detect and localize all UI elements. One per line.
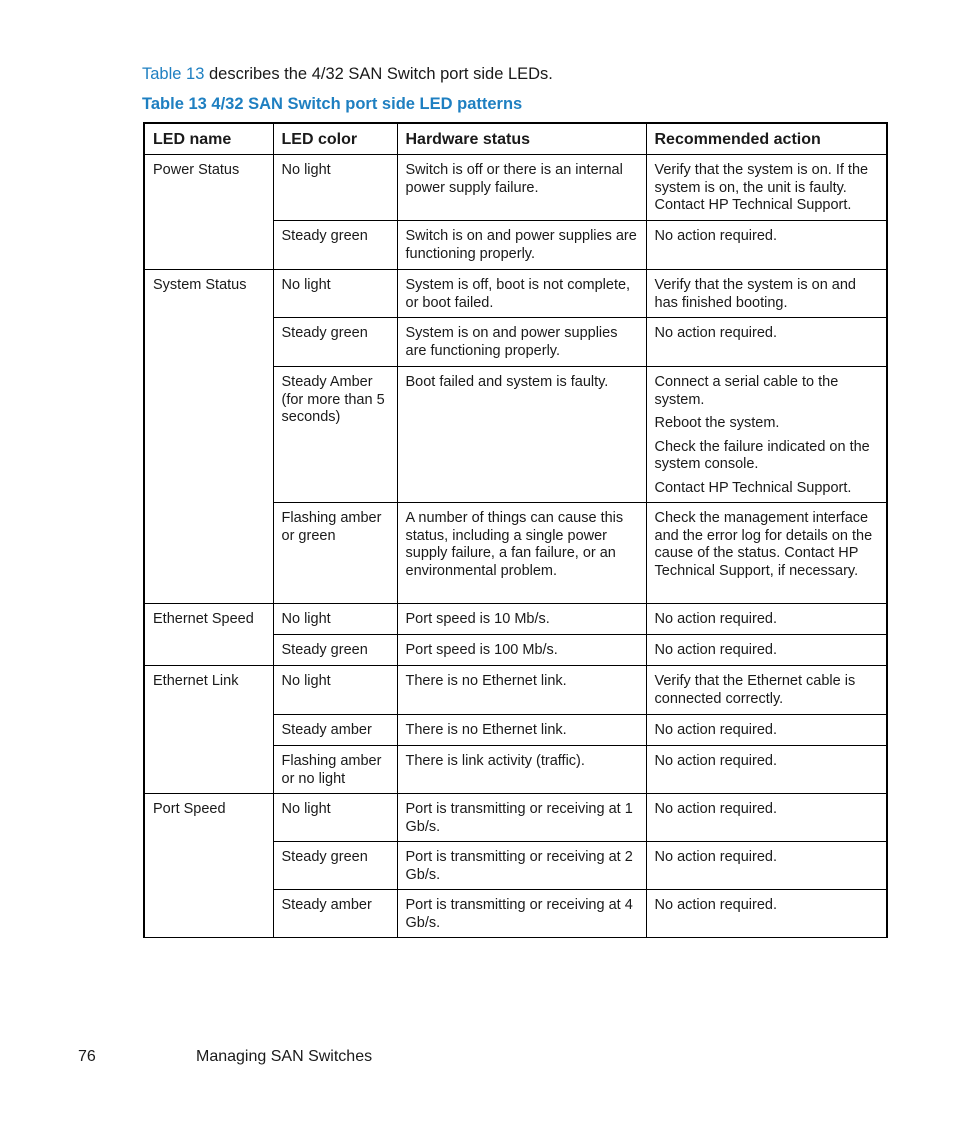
cell-led-color: No light bbox=[273, 666, 397, 715]
table-caption: Table 13 4/32 SAN Switch port side LED patterns bbox=[142, 95, 523, 113]
cell-led-color: Steady green bbox=[273, 221, 397, 270]
intro-paragraph bbox=[142, 63, 553, 85]
cell-led-color: Steady amber bbox=[273, 890, 397, 938]
action-step: No action required. bbox=[654, 722, 778, 738]
cell-hardware-status: There is no Ethernet link. bbox=[397, 666, 646, 715]
cell-recommended-action bbox=[646, 604, 887, 635]
table-row bbox=[144, 155, 887, 221]
cell-led-color: Steady green bbox=[273, 318, 397, 367]
header-led-color: LED color bbox=[273, 123, 397, 155]
cell-led-color: Steady green bbox=[273, 635, 397, 666]
action-step: Check the failure indicated on the system console. bbox=[654, 438, 870, 472]
table-row bbox=[144, 794, 887, 842]
cell-led-name: Ethernet Speed bbox=[144, 604, 273, 666]
cell-led-name: System Status bbox=[144, 270, 273, 604]
table-row bbox=[144, 270, 887, 318]
cell-hardware-status: System is on and power supplies are functioning properly. bbox=[397, 318, 646, 367]
cell-led-color: No light bbox=[273, 604, 397, 635]
cell-hardware-status: A number of things can cause this status, including a single power supply failure, a fan failure, or an environmental problem. bbox=[397, 503, 646, 604]
cell-led-name: Port Speed bbox=[144, 794, 273, 938]
table-row bbox=[144, 604, 887, 635]
cell-hardware-status: Switch is on and power supplies are functioning properly. bbox=[397, 221, 646, 270]
table-body bbox=[144, 155, 887, 938]
cell-led-color: Steady Amber (for more than 5 seconds) bbox=[273, 367, 397, 503]
header-led-name: LED name bbox=[144, 123, 273, 155]
action-step: No action required. bbox=[654, 325, 778, 341]
intro-text: describes the 4/32 SAN Switch port side LEDs. bbox=[204, 65, 553, 83]
cell-recommended-action bbox=[646, 715, 887, 746]
cell-led-color: Steady amber bbox=[273, 715, 397, 746]
footer-title: Managing SAN Switches bbox=[196, 1048, 373, 1065]
action-step: Reboot the system. bbox=[654, 415, 780, 431]
action-step: No action required. bbox=[654, 753, 778, 769]
cell-hardware-status: Boot failed and system is faulty. bbox=[397, 367, 646, 503]
cell-led-color: Flashing amber or no light bbox=[273, 746, 397, 794]
action-step: Verify that the system is on and has finished booting. bbox=[654, 277, 856, 311]
cell-recommended-action bbox=[646, 842, 887, 890]
action-step: No action required. bbox=[654, 611, 778, 627]
cell-led-color: Steady green bbox=[273, 842, 397, 890]
table-header-row bbox=[144, 123, 887, 155]
cell-hardware-status: System is off, boot is not complete, or boot failed. bbox=[397, 270, 646, 318]
action-step: Connect a serial cable to the system. bbox=[654, 374, 839, 408]
cell-recommended-action bbox=[646, 890, 887, 938]
cell-recommended-action bbox=[646, 503, 887, 604]
cell-led-color: Flashing amber or green bbox=[273, 503, 397, 604]
action-step: No action required. bbox=[654, 801, 778, 817]
header-recommended-action: Recommended action bbox=[646, 123, 887, 155]
led-patterns-table bbox=[143, 122, 888, 938]
cell-hardware-status: Port is transmitting or receiving at 2 Gb/s. bbox=[397, 842, 646, 890]
cell-hardware-status: There is no Ethernet link. bbox=[397, 715, 646, 746]
cell-recommended-action bbox=[646, 270, 887, 318]
cell-led-color: No light bbox=[273, 794, 397, 842]
cell-hardware-status: Switch is off or there is an internal power supply failure. bbox=[397, 155, 646, 221]
cell-recommended-action bbox=[646, 666, 887, 715]
action-step: No action required. bbox=[654, 228, 778, 244]
cell-recommended-action bbox=[646, 794, 887, 842]
cell-led-name: Ethernet Link bbox=[144, 666, 273, 794]
action-step: No action required. bbox=[654, 849, 778, 865]
action-step: No action required. bbox=[654, 642, 778, 658]
cell-hardware-status: There is link activity (traffic). bbox=[397, 746, 646, 794]
table-row bbox=[144, 666, 887, 715]
table-reference-link[interactable]: Table 13 bbox=[142, 65, 205, 83]
cell-hardware-status: Port is transmitting or receiving at 4 Gb/s. bbox=[397, 890, 646, 938]
cell-hardware-status: Port speed is 100 Mb/s. bbox=[397, 635, 646, 666]
cell-recommended-action bbox=[646, 635, 887, 666]
action-step: No action required. bbox=[654, 897, 778, 913]
action-step: Verify that the Ethernet cable is connected correctly. bbox=[654, 673, 856, 707]
page-number: 76 bbox=[78, 1048, 96, 1065]
action-step: Check the management interface and the error log for details on the cause of the status. Contact HP Technical Support, if necessary. bbox=[654, 510, 873, 579]
cell-recommended-action bbox=[646, 318, 887, 367]
header-hardware-status: Hardware status bbox=[397, 123, 646, 155]
cell-recommended-action bbox=[646, 367, 887, 503]
cell-recommended-action bbox=[646, 155, 887, 221]
cell-led-name: Power Status bbox=[144, 155, 273, 270]
action-step: Contact HP Technical Support. bbox=[654, 479, 852, 496]
action-step: Verify that the system is on. If the system is on, the unit is faulty. Contact HP Technical Support. bbox=[654, 162, 869, 213]
cell-led-color: No light bbox=[273, 270, 397, 318]
cell-hardware-status: Port speed is 10 Mb/s. bbox=[397, 604, 646, 635]
cell-led-color: No light bbox=[273, 155, 397, 221]
cell-hardware-status: Port is transmitting or receiving at 1 Gb/s. bbox=[397, 794, 646, 842]
cell-recommended-action bbox=[646, 221, 887, 270]
cell-recommended-action bbox=[646, 746, 887, 794]
